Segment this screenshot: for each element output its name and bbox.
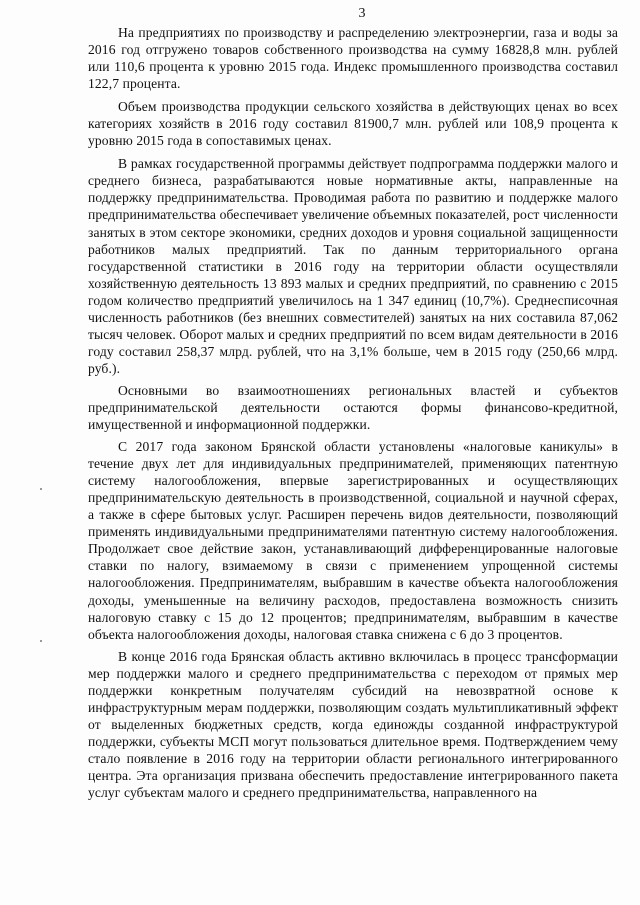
margin-dot: [40, 488, 42, 490]
margin-dot: [40, 640, 42, 642]
paragraph-tax-holidays: С 2017 года законом Брянской области установлены «налоговые каникулы» в течение двух лет для индивидуальных предпринимателей, применяющих патентную систему налогообложения, впервые зарегистрированных и осуществляющих предпринимательскую деятельность в производственной, социальной и научной сферах, а также в сфере бытовых услуг. Расширен перечень видов деятельности, позволяющий применять индивидуальными предпринимателями патентную систему налогообложения. Продолжает свое действие закон, устанавливающий дифференцированные налоговые ставки по налогу, взимаемому в связи с применением упрощенной системы налогообложения. Предпринимателям, выбравшим в качестве объекта налогообложения доходы, уменьшенные на величину расходов, предоставлена возможность снизить налоговую ставку с 15 до 12 процентов; предпринимателям, выбравшим в качестве объекта налогообложения доходы, налоговая ставка снижена с 6 до 3 процентов.: [88, 439, 618, 642]
paragraph-infrastructure-support: В конце 2016 года Брянская область активно включилась в процесс трансформации мер поддержки малого и среднего предпринимательства с переходом от прямых мер поддержки конкретным получателям субсидий на невозвратной основе к инфраструктурным мерам поддержки, позволяющим создать мультипликативный эффект от выделенных бюджетных средств, когда единожды созданной инфраструктурой поддержки, субъекты МСП могут пользоваться длительное время. Подтверждением чему стало появление в 2016 году на территории области регионального интегрированного центра. Эта организация призвана обеспечить предоставление интегрированного пакета услуг субъектам малого и среднего предпринимательства, направленного на: [88, 648, 618, 801]
page-number: 3: [358, 6, 366, 21]
paragraph-agriculture: Объем производства продукции сельского хозяйства в действующих ценах во всех категориях хозяйств в 2016 году составил 81900,7 млн. рублей или 108,9 процента к уровню 2015 года в сопоставимых ценах.: [88, 99, 618, 149]
paragraph-small-business-program: В рамках государственной программы действует подпрограмма поддержки малого и среднего бизнеса, разрабатываются новые нормативные акты, направленные на поддержку предпринимательства. Проводимая работа по развитию и поддержке малого предпринимательства обеспечивает увеличение объемных показателей, рост численности занятых в этом секторе экономики, средних доходов и уровня социальной защищенности работников малых предприятий. Так по данным территориального органа государственной статистики в 2016 году на территории области осуществляли хозяйственную деятельность 13 893 малых и средних предприятий, по сравнению с 2015 годом количество предприятий увеличилось на 1 347 единиц (10,7%). Среднесписочная численность работников (без внешних совместителей) занятых на них составила 87,062 тысяч человек. Оборот малых и средних предприятий по всем видам деятельности в 2016 году составил 258,37 млрд. рублей, что на 3,1% больше, чем в 2015 году (250,66 млрд. руб.).: [88, 156, 618, 376]
paragraph-support-forms: Основными во взаимоотношениях региональных властей и субъектов предпринимательской деятельности остаются формы финансово-кредитной, имущественной и информационной поддержки.: [88, 382, 618, 433]
paragraph-utilities: На предприятиях по производству и распределению электроэнергии, газа и воды за 2016 год отгружено товаров собственного производства на сумму 16828,8 млн. рублей или 110,6 процента к уровню 2015 года. Индекс промышленного производства составил 122,7 процента.: [88, 25, 618, 92]
